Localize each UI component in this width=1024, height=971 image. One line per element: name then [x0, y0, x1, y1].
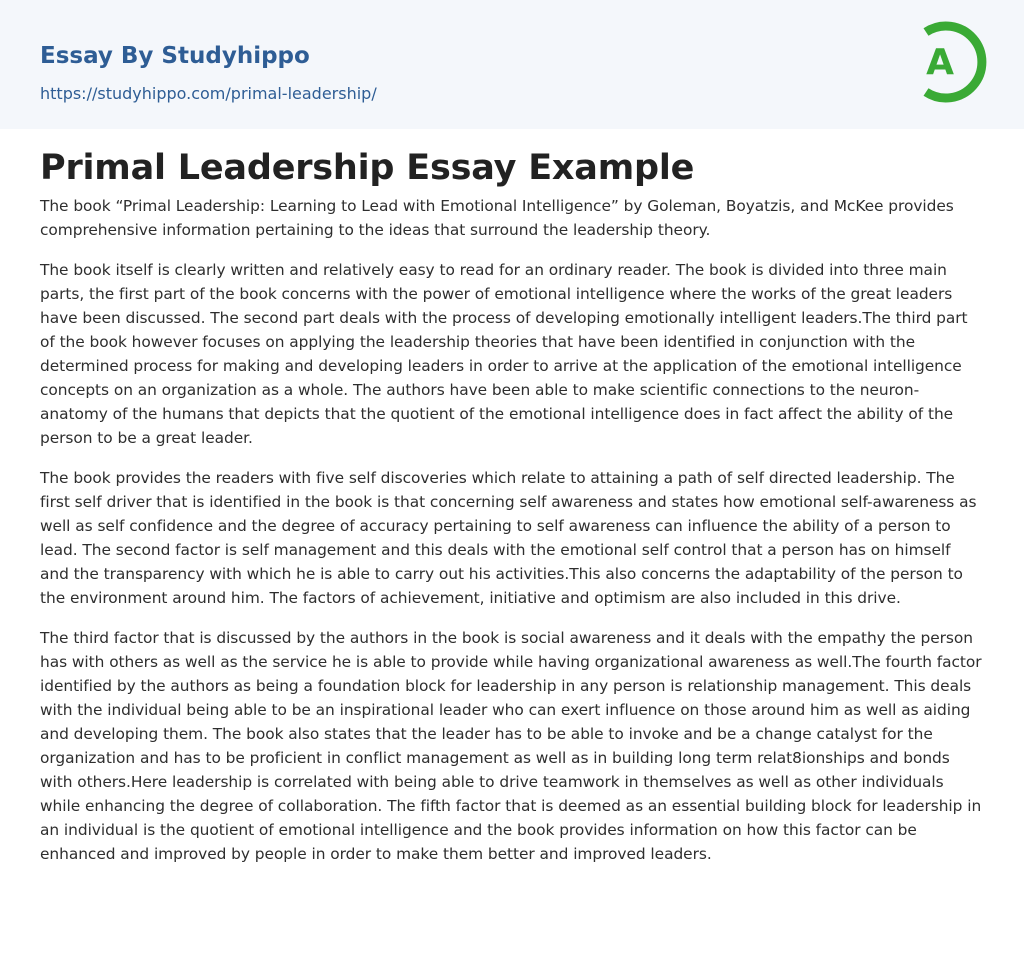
paragraph: The book provides the readers with five self discoveries which relate to attaining a path of self directed leadership. The first self driver that is identified in the book is that concerning self awareness and states how emotional self-awareness as well as self confidence and the degree of accuracy pertaining to self awareness can influence the ability of a person to lead. The second factor is self management and this deals with the emotional self control that a person has on himself and the transparency with which he is able to carry out his activities.This also concerns the adaptability of the person to the environment around him. The factors of achievement, initiative and optimism are also included in this drive. — [40, 469, 977, 607]
page-title: Primal Leadership Essay Example — [40, 148, 695, 188]
essay-url-link[interactable]: https://studyhippo.com/primal-leadership/ — [40, 84, 377, 103]
article-body — [40, 194, 984, 882]
paragraph: The third factor that is discussed by the authors in the book is social awareness and it deals with the empathy the person has with others as well as the service he is able to provide while having organizational awareness as well.The fourth factor identified by the authors as being a foundation block for leadership in any person is relationship management. This deals with the individual being able to be an inspirational leader who can exert influence on those around him as well as aiding and developing them. The book also states that the leader has to be able to invoke and be a change catalyst for the organization and has to be proficient in conflict management as well as in building long term relat8ionships and bonds with others.Here leadership is correlated with being able to drive teamwork in themselves as well as other individuals while enhancing the degree of collaboration. The fifth factor that is deemed as an essential building block for leadership in an individual is the quotient of emotional intelligence and the book provides information on how this factor can be enhanced and improved by people in order to make them better and improved leaders. — [40, 629, 982, 863]
paragraph: The book itself is clearly written and relatively easy to read for an ordinary reader. The book is divided into three main parts, the first part of the book concerns with the power of emotional intelligence where the works of the great leaders have been discussed. The second part deals with the process of developing emotionally intelligent leaders.The third part of the book however focuses on applying the leadership theories that have been identified in conjunction with the determined process for making and developing leaders in order to arrive at the application of the emotional intelligence concepts on an organization as a whole. The authors have been able to make scientific connections to the neuron-anatomy of the humans that depicts that the quotient of the emotional intelligence does in fact affect the ability of the person to be a great leader. — [40, 261, 968, 447]
site-brand[interactable]: Essay By Studyhippo — [40, 43, 310, 69]
studyhippo-logo-icon[interactable] — [912, 18, 988, 106]
logo-letter: A — [926, 42, 954, 83]
paragraph: The book “Primal Leadership: Learning to Lead with Emotional Intelligence” by Goleman, Boyatzis, and McKee provides comprehensive information pertaining to the ideas that surround the leadership theory. — [40, 197, 954, 239]
